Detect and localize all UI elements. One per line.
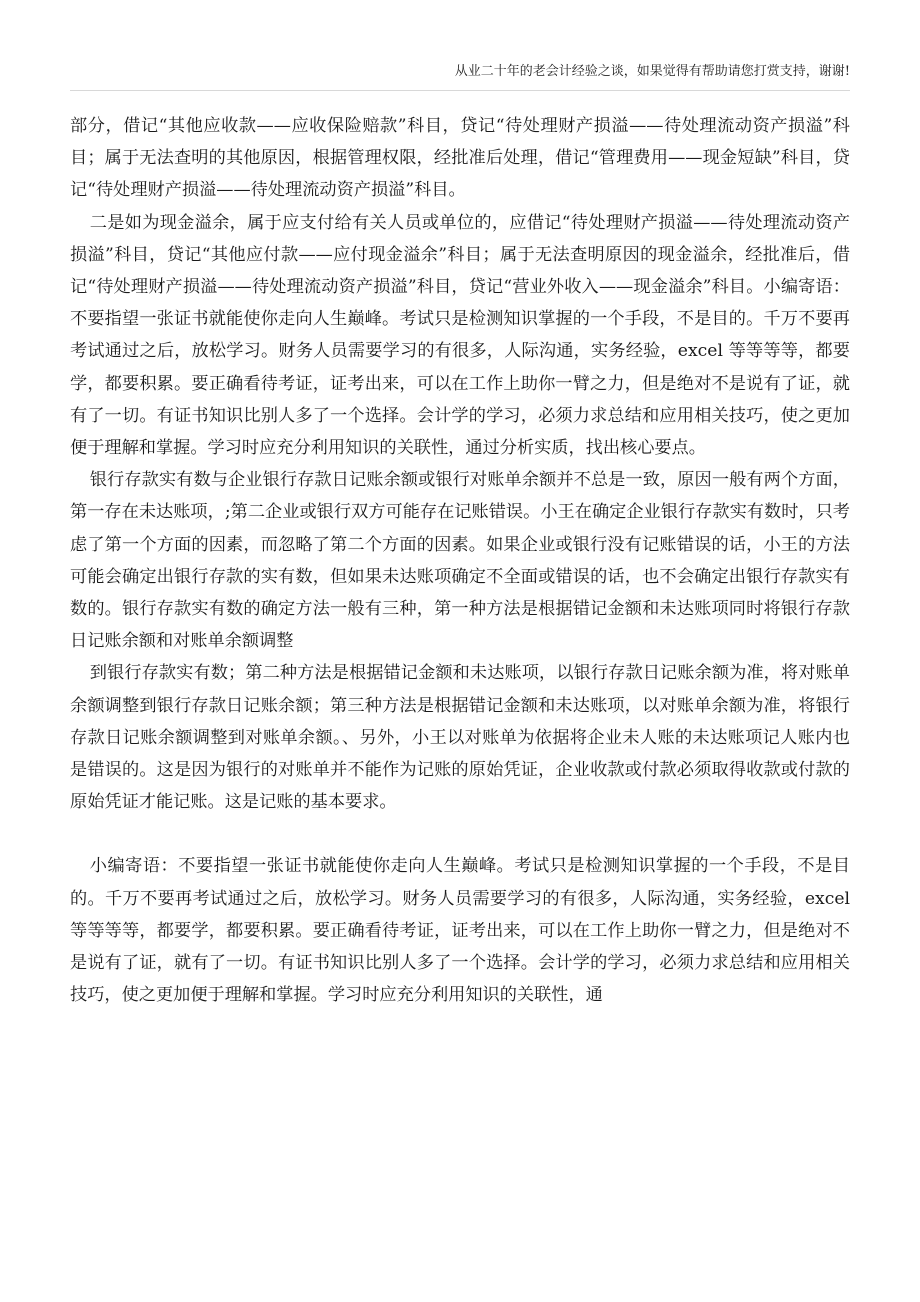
paragraph-bank-deposit: 银行存款实有数与企业银行存款日记账余额或银行对账单余额并不总是一致，原因一般有两个方面，第一存在未达账项，;第二企业或银行双方可能存在记账错误。小王在确定企业银行存款实有数时，只考虑了第一个方面的因素，而忽略了第二个方面的因素。如果企业或银行没有记账错误的话，小王的方法可能会确定出银行存款的实有数，但如果未达账项确定不全面或错误的话，也不会确定出银行存款实有数的。银行存款实有数的确定方法一般有三种，第一种方法是根据错记金额和未达账项同时将银行存款日记账余额和对账单余额调整	[70, 470, 850, 652]
paragraph-continuation: 部分，借记“其他应收款——应收保险赔款”科目，贷记“待处理财产损溢——待处理流动资产损溢”科目；属于无法查明的其他原因，根据管理权限，经批准后处理，借记“管理费用——现金短缺”科目，贷记“待处理财产损溢——待处理流动资产损溢”科目。	[70, 116, 850, 201]
paragraph-spacer	[70, 818, 850, 850]
paragraph-adjustment-methods: 到银行存款实有数；第二种方法是根据错记金额和未达账项，以银行存款日记账余额为准，将对账单余额调整到银行存款日记账余额；第三种方法是根据错记金额和未达账项，以对账单余额为准，将银行存款日记账余额调整到对账单余额。、另外，小王以对账单为依据将企业未人账的未达账项记人账内也是错误的。这是因为银行的对账单并不能作为记账的原始凭证，企业收款或付款必须取得收款或付款的原始凭证才能记账。这是记账的基本要求。	[70, 663, 850, 813]
header-divider	[70, 90, 850, 91]
document-body	[70, 110, 850, 1011]
paragraph-cash-surplus: 二是如为现金溢余，属于应支付给有关人员或单位的，应借记“待处理财产损溢——待处理流动资产损溢”科目，贷记“其他应付款——应付现金溢余”科目；属于无法查明原因的现金溢余，经批准后，借记“待处理财产损溢——待处理流动资产损溢”科目，贷记“营业外收入——现金溢余”科目。小编寄语：不要指望一张证书就能使你走向人生巅峰。考试只是检测知识掌握的一个手段，不是目的。千万不要再考试通过之后，放松学习。财务人员需要学习的有很多，人际沟通，实务经验，excel 等等等等，都要学，都要积累。要正确看待考证，证考出来，可以在工作上助你一臂之力，但是绝对不是说有了证，就有了一切。有证书知识比别人多了一个选择。会计学的学习，必须力求总结和应用相关技巧，使之更加便于理解和掌握。学习时应充分利用知识的关联性，通过分析实质，找出核心要点。	[70, 212, 850, 459]
header-note: 从业二十年的老会计经验之谈，如果觉得有帮助请您打赏支持，谢谢!	[454, 64, 850, 79]
paragraph-editor-note: 小编寄语：不要指望一张证书就能使你走向人生巅峰。考试只是检测知识掌握的一个手段，不是目的。千万不要再考试通过之后，放松学习。财务人员需要学习的有很多，人际沟通，实务经验，excel 等等等等，都要学，都要积累。要正确看待考证，证考出来，可以在工作上助你一臂之力，但是绝对不是说有了证，就有了一切。有证书知识比别人多了一个选择。会计学的学习，必须力求总结和应用相关技巧，使之更加便于理解和掌握。学习时应充分利用知识的关联性，通	[70, 856, 850, 1006]
